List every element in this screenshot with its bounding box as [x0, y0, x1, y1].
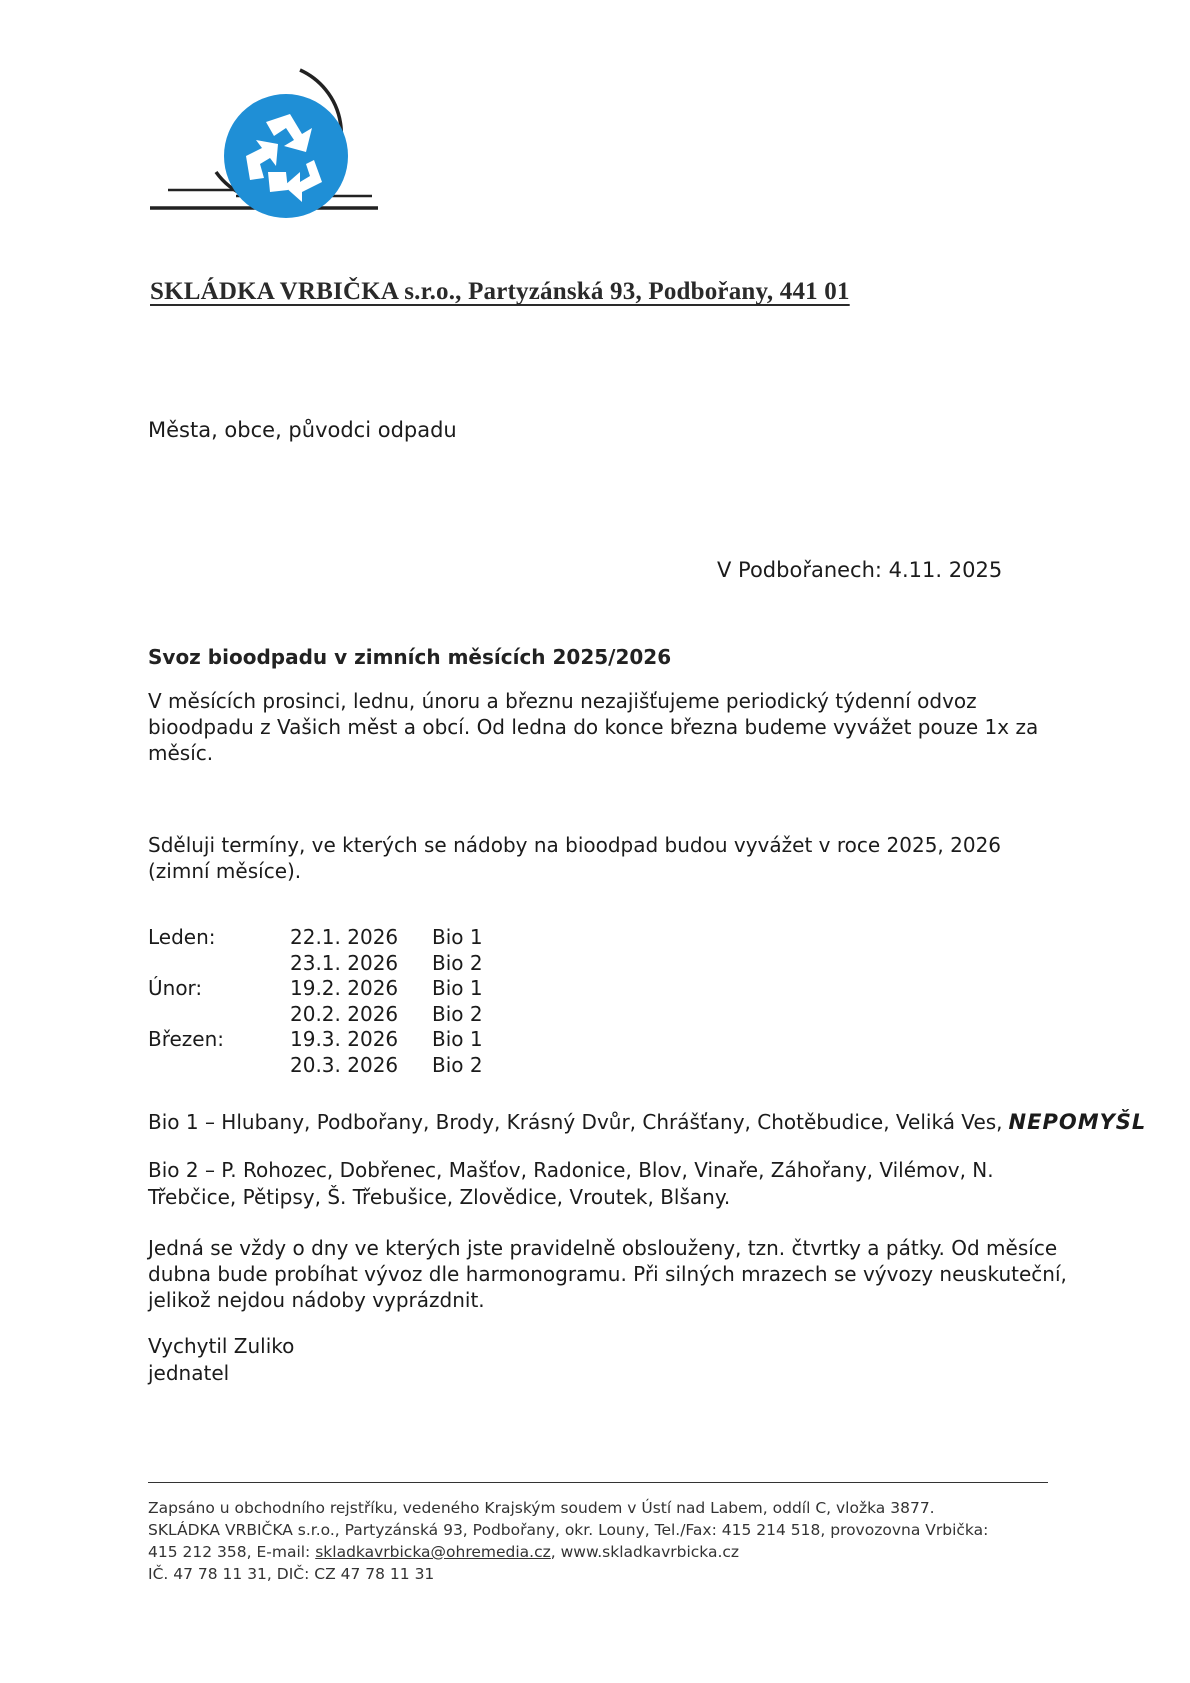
- schedule-date: 19.2. 2026: [290, 976, 399, 1001]
- signatory-name: Vychytil Zuliko: [148, 1334, 295, 1358]
- dates-intro-paragraph: Sděluji termíny, ve kterých se nádoby na bioodpad budou vyvážet v roce 2025, 2026 (zimní měsíce).: [148, 833, 1002, 883]
- footer-ids: IČ. 47 78 11 31, DIČ: CZ 47 78 11 31: [148, 1565, 435, 1583]
- schedule-month: Březen:: [148, 1027, 225, 1052]
- footer: [148, 1497, 1088, 1585]
- bio1-text: Bio 1 – Hlubany, Podbořany, Brody, Krásný Dvůr, Chrášťany, Chotěbudice, Veliká Ves,: [148, 1110, 1003, 1134]
- schedule-bio: Bio 2: [432, 1001, 483, 1026]
- closing-paragraph: Jedná se vždy o dny ve kterých jste pravidelně obslouženy, tzn. čtvrtky a pátky. Od měsíce dubna bude probíhat vývoz dle harmonogramu. Při silných mrazech se vývozy neuskuteční, jelikož nejdou nádoby vyprázdnit.: [148, 1236, 1067, 1312]
- signatory-role: jednatel: [148, 1361, 230, 1385]
- schedule-bio: Bio 1: [432, 976, 483, 1001]
- footer-address: SKLÁDKA VRBIČKA s.r.o., Partyzánská 93, Podbořany, okr. Louny, Tel./Fax: 415 214 518, provozovna Vrbička:: [148, 1521, 989, 1539]
- company-header: SKLÁDKA VRBIČKA s.r.o., Partyzánská 93, Podbořany, 441 01: [150, 278, 850, 305]
- schedule-bio: Bio 1: [432, 1027, 483, 1052]
- schedule-bio: Bio 2: [432, 950, 483, 975]
- date-line: V Podbořanech: 4.11. 2025: [717, 558, 1003, 582]
- footer-divider: [148, 1482, 1048, 1483]
- recipient-line: Města, obce, původci odpadu: [148, 418, 457, 442]
- bio1-route: [148, 1110, 1146, 1134]
- footer-phone: 415 212 358, E-mail:: [148, 1543, 311, 1561]
- bio2-route: Bio 2 – P. Rohozec, Dobřenec, Mašťov, Radonice, Blov, Vinaře, Záhořany, Vilémov, N. Třebčice, Pětipsy, Š. Třebušice, Zlovědice, Vroutek, Blšany.: [148, 1158, 994, 1209]
- schedule-date: 23.1. 2026: [290, 950, 399, 975]
- schedule-bio: Bio 2: [432, 1052, 483, 1077]
- schedule-date: 22.1. 2026: [290, 925, 399, 949]
- schedule-bio: Bio 1: [432, 925, 483, 949]
- subject-heading: Svoz bioodpadu v zimních měsících 2025/2026: [148, 645, 672, 669]
- intro-paragraph: V měsících prosinci, lednu, únoru a březnu nezajišťujeme periodický týdenní odvoz bioodpadu z Vašich měst a obcí. Od ledna do konce března budeme vyvážet pouze 1x za měsíc.: [148, 689, 1039, 765]
- footer-web: , www.skladkavrbicka.cz: [550, 1543, 740, 1561]
- schedule-date: 20.3. 2026: [290, 1052, 399, 1077]
- footer-contact: [148, 1541, 1088, 1563]
- schedule-month: Leden:: [148, 925, 216, 949]
- schedule-month: Únor:: [148, 976, 203, 1001]
- company-logo: [150, 68, 390, 258]
- footer-email-link[interactable]: skladkavrbicka@ohremedia.cz: [315, 1543, 551, 1561]
- signature-block: [148, 1333, 294, 1387]
- schedule-date: 19.3. 2026: [290, 1027, 399, 1052]
- footer-registration: Zapsáno u obchodního rejstříku, vedeného Krajským soudem v Ústí nad Labem, oddíl C, vložka 3877.: [148, 1499, 935, 1517]
- schedule-date: 20.2. 2026: [290, 1001, 399, 1026]
- handwritten-addition: NEPOMYŠL: [1008, 1110, 1147, 1134]
- recycle-icon: [150, 68, 390, 258]
